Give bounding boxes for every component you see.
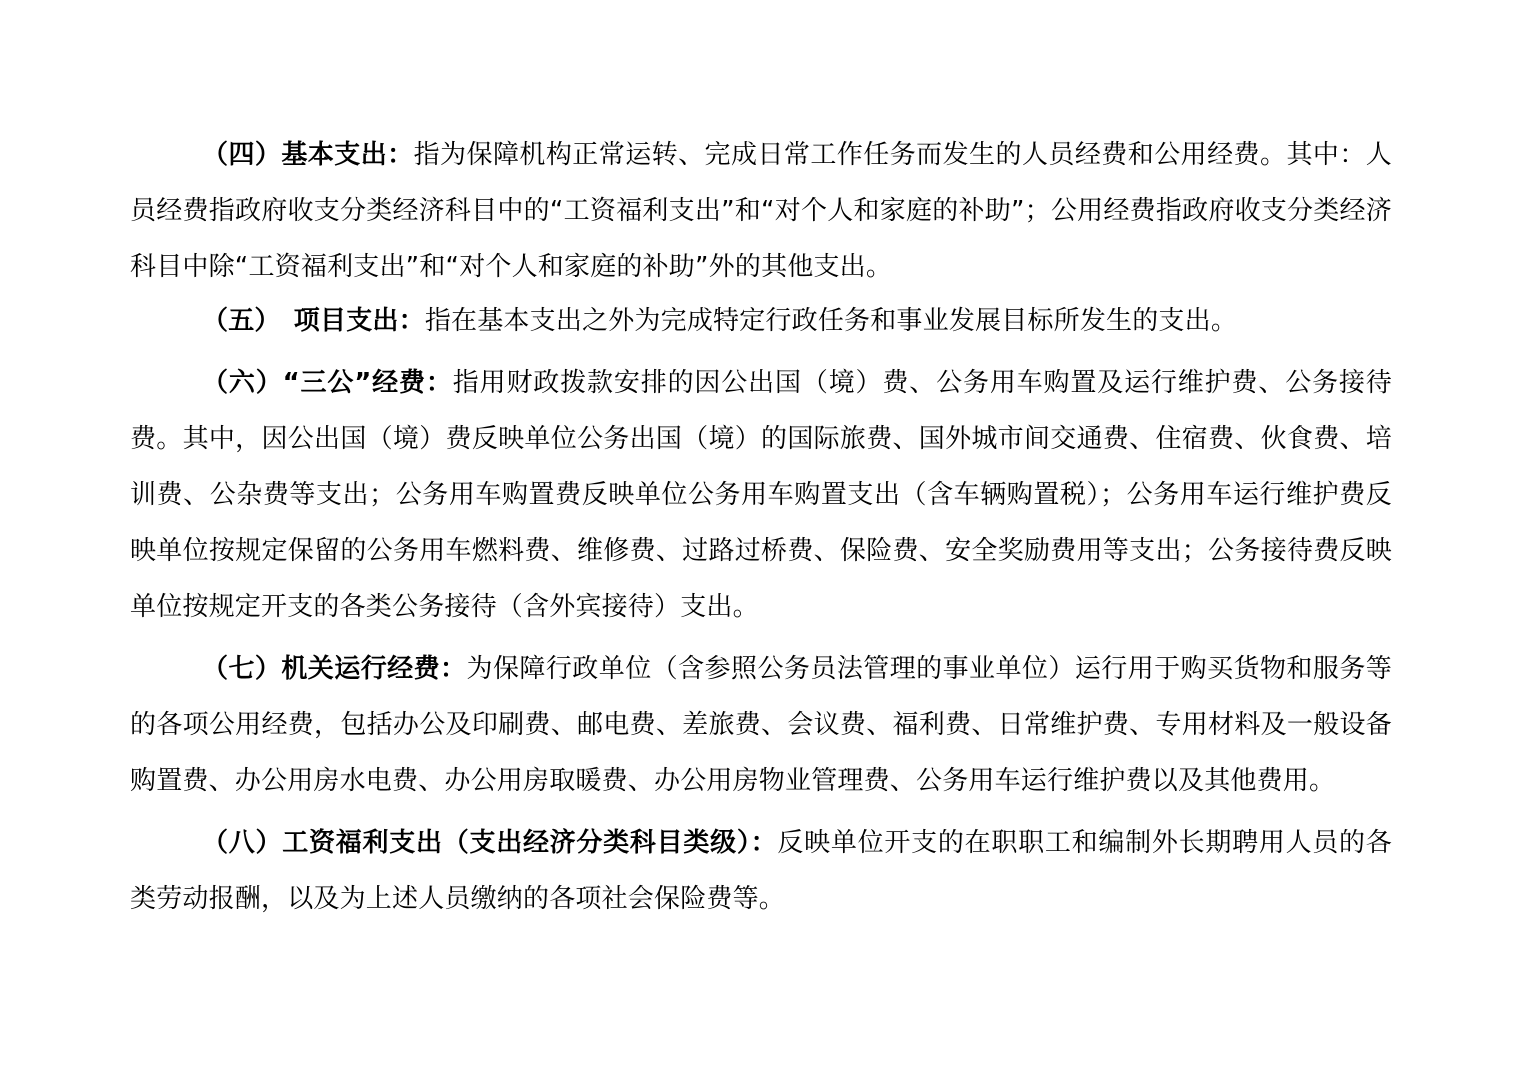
paragraph-operating-expenses: [130, 641, 1392, 809]
paragraph-three-public-expenses: [130, 355, 1392, 635]
paragraph-basic-expenditure: [130, 127, 1392, 295]
paragraph-heading: （七）机关运行经费：: [202, 654, 467, 684]
paragraph-heading: （六）“三公”经费：: [202, 368, 453, 398]
paragraph-text: 为保障行政单位（含参照公务员法管理的事业单位）运行用于购买货物和服务等的各项公用经费，包括办公及印刷费、邮电费、差旅费、会议费、福利费、日常维护费、专用材料及一般设备购置费、办公用房水电费、办公用房取暖费、办公用房物业管理费、公务用车运行维护费以及其他费用。: [130, 654, 1392, 796]
paragraph-heading: （四）基本支出：: [202, 140, 414, 170]
document-body: [130, 127, 1392, 927]
paragraph-project-expenditure: [130, 293, 1392, 349]
paragraph-text: 指用财政拨款安排的因公出国（境）费、公务用车购置及运行维护费、公务接待费。其中，因公出国（境）费反映单位公务出国（境）的国际旅费、国外城市间交通费、住宿费、伙食费、培训费、公杂费等支出；公务用车购置费反映单位公务用车购置支出（含车辆购置税）；公务用车运行维护费反映单位按规定保留的公务用车燃料费、维修费、过路过桥费、保险费、安全奖励费用等支出；公务接待费反映单位按规定开支的各类公务接待（含外宾接待）支出。: [130, 368, 1392, 622]
paragraph-heading: （八）工资福利支出（支出经济分类科目类级）：: [202, 828, 778, 858]
paragraph-text: 反映单位开支的在职职工和编制外长期聘用人员的各类劳动报酬，以及为上述人员缴纳的各项社会保险费等。: [130, 828, 1392, 914]
paragraph-text: 指在基本支出之外为完成特定行政任务和事业发展目标所发生的支出。: [424, 306, 1238, 336]
paragraph-heading: （五） 项目支出：: [202, 306, 425, 336]
paragraph-wage-welfare: [130, 815, 1392, 927]
paragraph-text: 指为保障机构正常运转、完成日常工作任务而发生的人员经费和公用经费。其中：人员经费指政府收支分类经济科目中的“工资福利支出”和“对个人和家庭的补助”；公用经费指政府收支分类经济科目中除“工资福利支出”和“对个人和家庭的补助”外的其他支出。: [130, 140, 1392, 282]
